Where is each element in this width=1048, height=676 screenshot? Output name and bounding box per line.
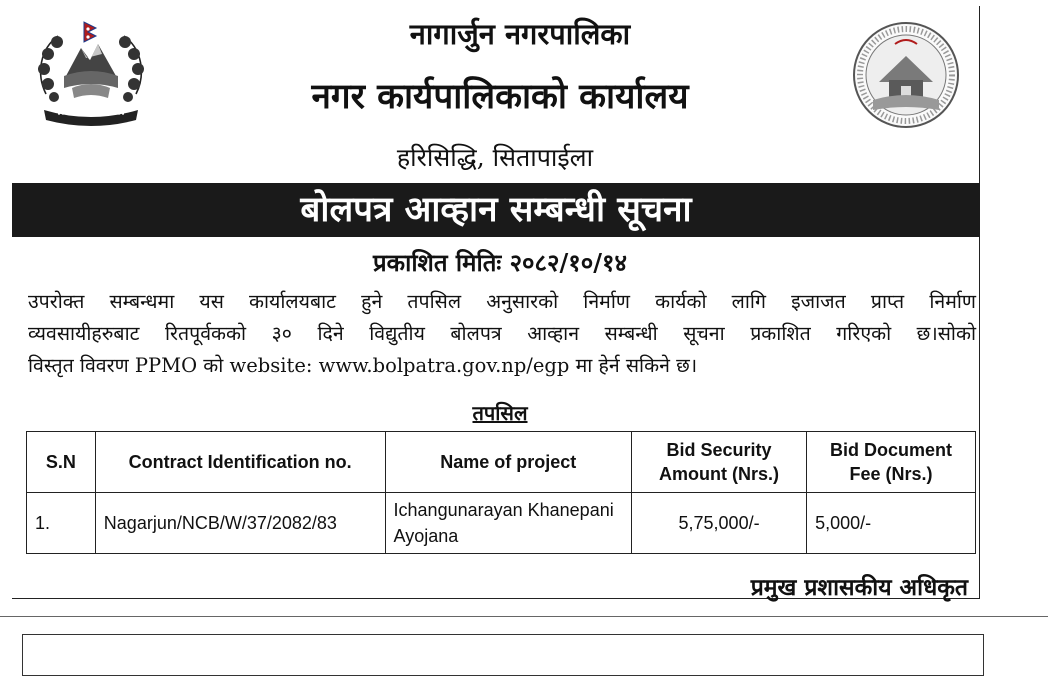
header-document-fee: Bid Document Fee (Nrs.) <box>807 432 976 493</box>
notice-body <box>28 286 976 382</box>
cell-sn: 1. <box>27 493 96 554</box>
notice-body-line: विस्तृत विवरण PPMO को website: www.bolpatra.gov.np/egp मा हेर्न सकिने छ। <box>28 354 698 377</box>
table-row <box>27 493 976 554</box>
municipality-name: नागार्जुन नगरपालिका <box>409 17 631 51</box>
schedule-heading: तपसिल <box>472 401 528 425</box>
header-sn: S.N <box>27 432 96 493</box>
cell-contract-id: Nagarjun/NCB/W/37/2082/83 <box>95 493 385 554</box>
header-contract-id: Contract Identification no. <box>95 432 385 493</box>
signatory-title: प्रमुख प्रशासकीय अधिकृत <box>750 574 968 601</box>
table-header-row <box>27 432 976 493</box>
notice-body-line: उपरोक्त सम्बन्धमा यस कार्यालयबाट हुने तपसिल अनुसारको निर्माण कार्यको लागि इजाजत प्राप्त निर्माण <box>28 290 976 313</box>
cell-project-name: Ichangunarayan Khanepani Ayojana <box>385 493 631 554</box>
notice-title: बोलपत्र आव्हान सम्बन्धी सूचना <box>300 189 692 230</box>
published-date: प्रकाशित मितिः २०८२/१०/१४ <box>373 248 627 277</box>
notice-title-banner <box>12 183 980 237</box>
header-project-name: Name of project <box>385 432 631 493</box>
cell-bid-security: 5,75,000/- <box>632 493 807 554</box>
coat-of-arms-icon <box>26 14 156 129</box>
tender-table <box>26 431 976 554</box>
cell-document-fee: 5,000/- <box>807 493 976 554</box>
separator-line <box>0 616 1048 617</box>
next-notice-box <box>22 634 984 676</box>
municipality-seal-icon <box>851 20 961 130</box>
header-bid-security: Bid Security Amount (Nrs.) <box>632 432 807 493</box>
office-address: हरिसिद्धि, सितापाईला <box>396 143 594 172</box>
office-name: नगर कार्यपालिकाको कार्यालय <box>311 76 689 117</box>
notice-body-line: व्यवसायीहरुबाट रितपूर्वकको ३० दिने विद्युतीय बोलपत्र आव्हान सम्बन्धी सूचना प्रकाशित गरिएको छ।सोको <box>28 322 976 345</box>
